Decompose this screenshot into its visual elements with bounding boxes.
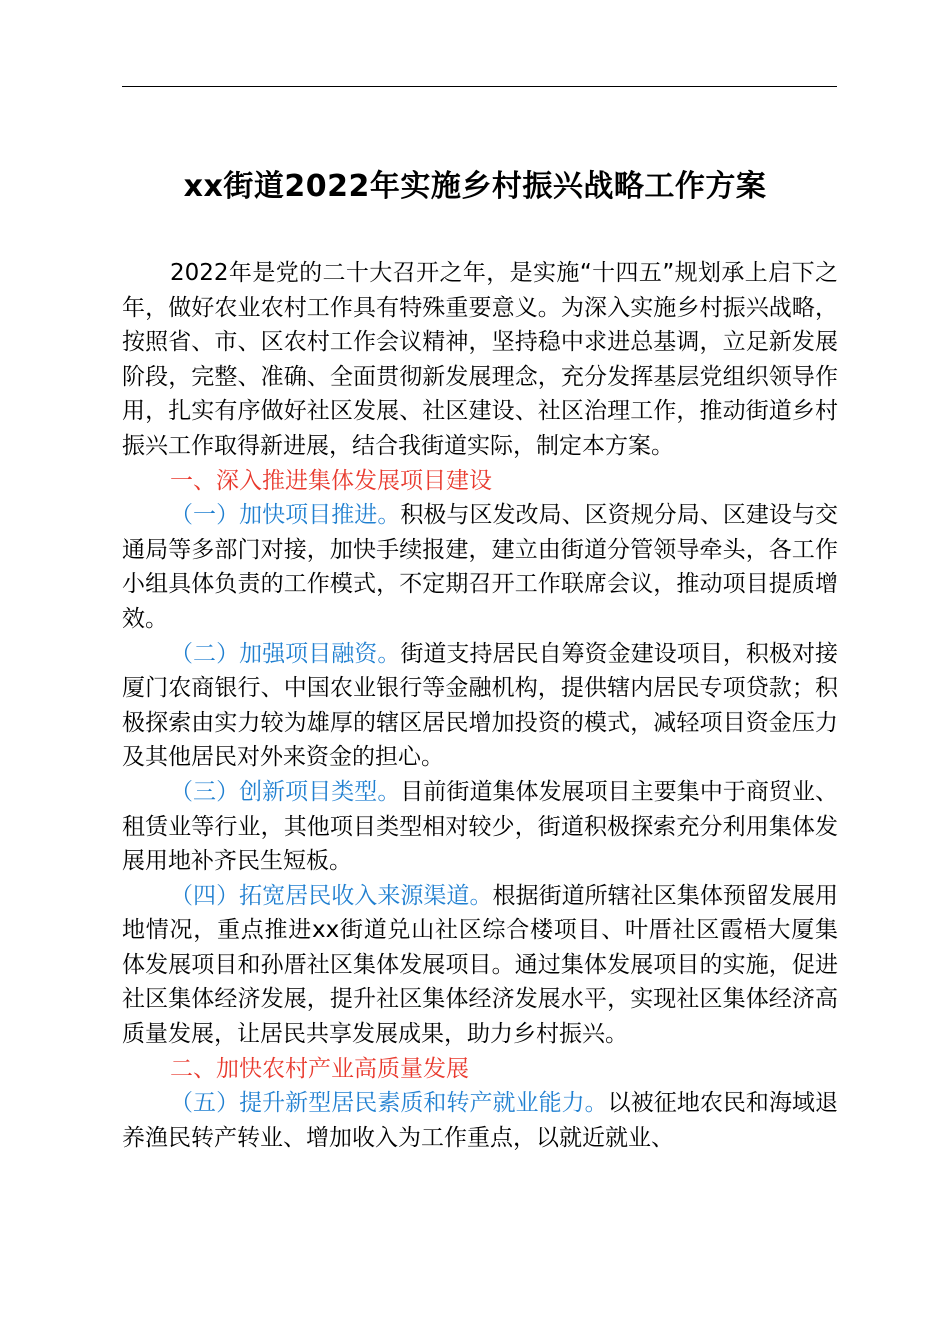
subsection-heading: （二）加强项目融资。 — [170, 640, 401, 667]
paragraph-3 — [122, 775, 838, 879]
subsection-heading: （四）拓宽居民收入来源渠道。 — [170, 882, 493, 909]
section-heading-text: 二、加快农村产业高质量发展 — [170, 1055, 469, 1082]
document-title: xx街道2022年实施乡村振兴战略工作方案 — [183, 169, 767, 204]
paragraph-text: 根据街道所辖社区集体预留发展用地情况，重点推进xx街道兑山社区综合楼项目、叶厝社区霞梧大厦集体发展项目和孙厝社区集体发展项目。通过集体发展项目的实施，促进社区集体经济发展，提升社区集体经济发展水平，实现社区集体经济高质量发展，让居民共享发展成果，助力乡村振兴。 — [122, 882, 839, 1048]
paragraph-2 — [122, 637, 838, 775]
section-heading-2 — [122, 1052, 838, 1087]
paragraph-4 — [122, 879, 838, 1052]
paragraph-text: 2022年是党的二十大召开之年，是实施“十四五”规划承上启下之年，做好农业农村工作具有特殊重要意义。为深入实施乡村振兴战略，按照省、市、区农村工作会议精神，坚持稳中求进总基调，立足新发展阶段，完整、准确、全面贯彻新发展理念，充分发挥基层党组织领导作用，扎实有序做好社区发展、社区建设、社区治理工作，推动街道乡村振兴工作取得新进展，结合我街道实际，制定本方案。 — [122, 260, 838, 459]
section-heading-1 — [122, 464, 838, 499]
subsection-heading: （一）加快项目推进。 — [170, 502, 401, 529]
document-body — [122, 256, 838, 1155]
paragraph-text: 街道支持居民自筹资金建设项目，积极对接厦门农商银行、中国农业银行等金融机构，提供辖内居民专项贷款；积极探索由实力较为雄厚的辖区居民增加投资的模式，减轻项目资金压力及其他居民对外来资金的担心。 — [122, 640, 839, 771]
paragraph-intro — [122, 256, 838, 464]
paragraph-text: 目前街道集体发展项目主要集中于商贸业、租赁业等行业，其他项目类型相对较少，街道积极探索充分利用集体发展用地补齐民生短板。 — [122, 778, 839, 875]
paragraph-text: 以被征地农民和海域退养渔民转产转业、增加收入为工作重点，以就近就业、 — [122, 1090, 839, 1151]
paragraph-text: 积极与区发改局、区资规分局、区建设与交通局等多部门对接，加快手续报建，建立由街道分管领导牵头，各工作小组具体负责的工作模式，不定期召开工作联席会议，推动项目提质增效。 — [122, 502, 839, 632]
paragraph-5 — [122, 1086, 838, 1155]
paragraph-1 — [122, 498, 838, 636]
subsection-heading: （三）创新项目类型。 — [170, 778, 401, 805]
subsection-heading: （五）提升新型居民素质和转产就业能力。 — [170, 1090, 608, 1117]
header-rule — [122, 86, 837, 87]
section-heading-text: 一、深入推进集体发展项目建设 — [170, 467, 492, 494]
